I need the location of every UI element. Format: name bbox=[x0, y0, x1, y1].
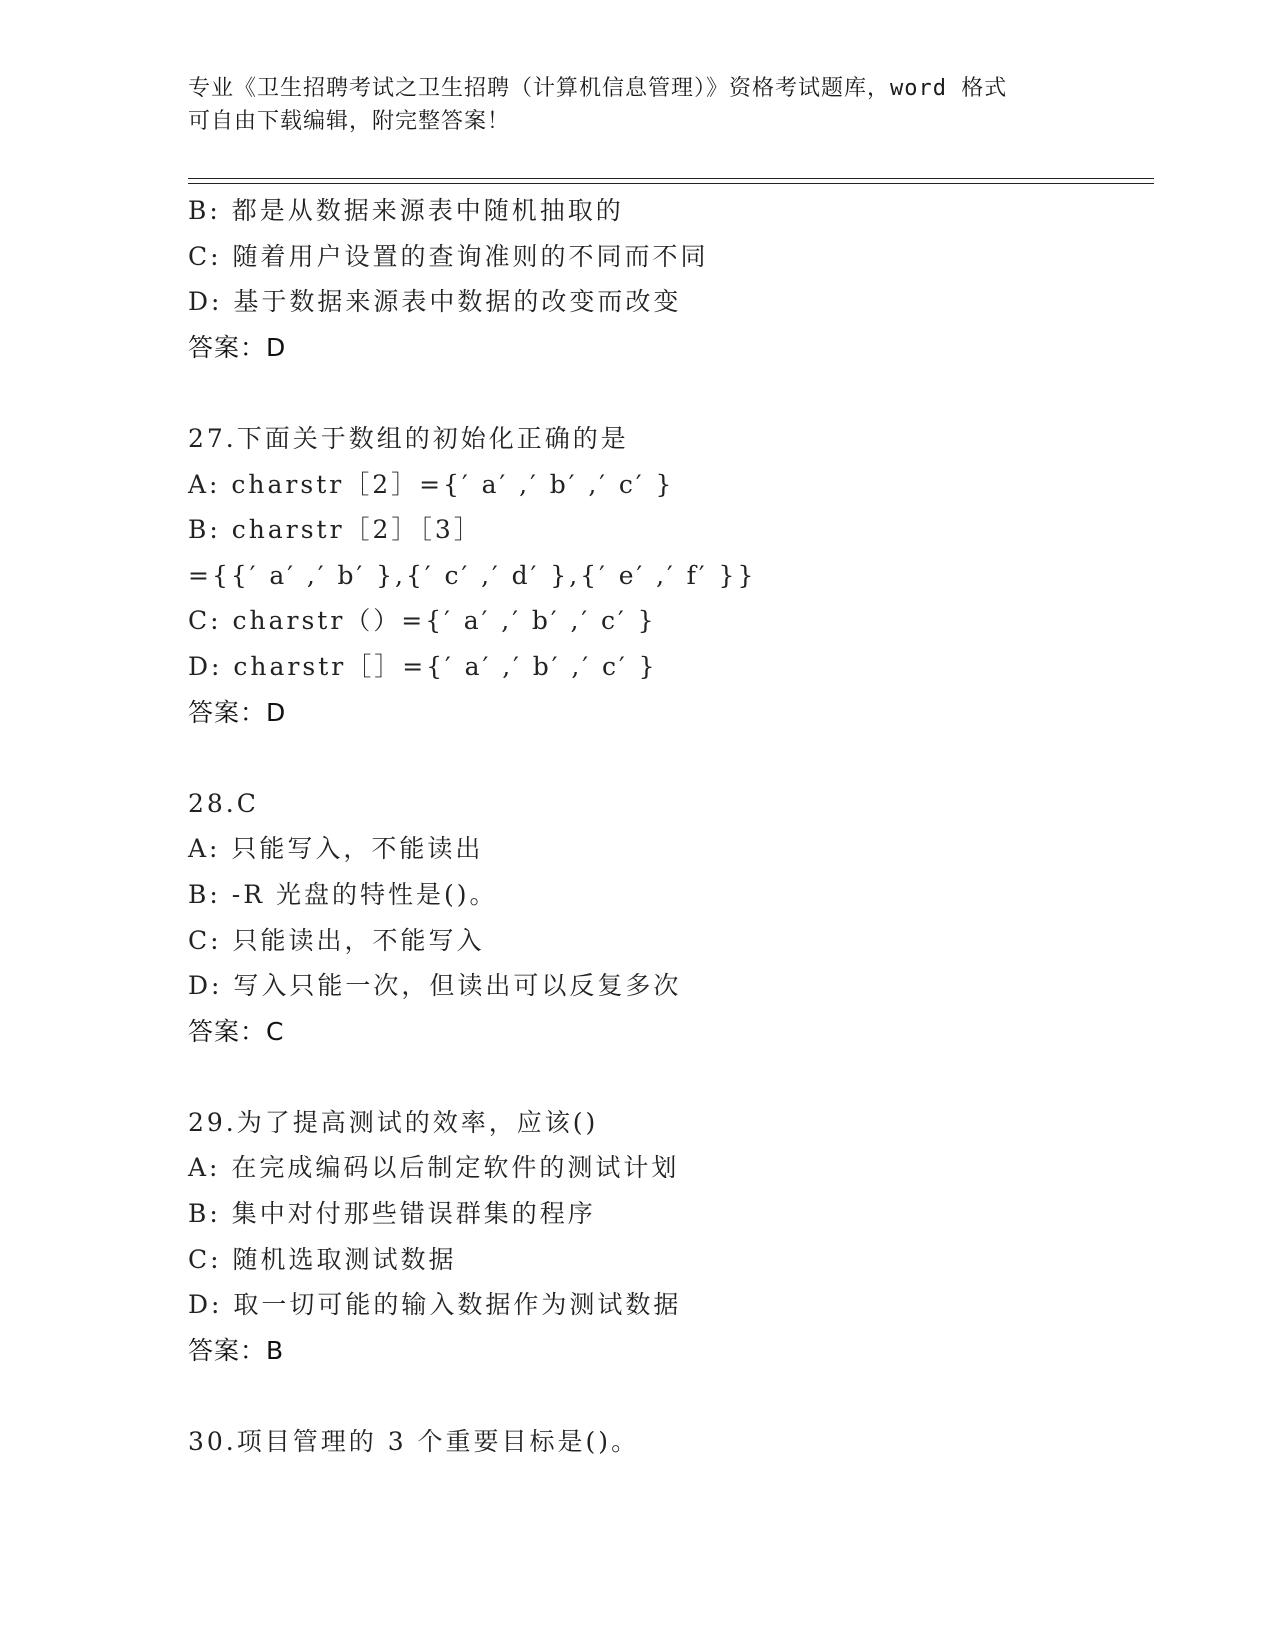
question-block-29 bbox=[188, 1100, 1148, 1374]
document-header bbox=[188, 72, 1088, 138]
answer-label: 答案：D bbox=[188, 332, 287, 362]
question-block-26 bbox=[188, 188, 1148, 370]
option-d: D: 基于数据来源表中数据的改变而改变 bbox=[188, 287, 682, 317]
header-line-1: 专业《卫生招聘考试之卫生招聘（计算机信息管理）》资格考试题库，word 格式 bbox=[188, 76, 1008, 101]
option-a: A: 只能写入，不能读出 bbox=[188, 834, 484, 864]
question-block-28 bbox=[188, 781, 1148, 1055]
option-c: C: 随机选取测试数据 bbox=[188, 1244, 457, 1274]
spacer bbox=[188, 735, 1148, 781]
answer-label: 答案：C bbox=[188, 1016, 285, 1046]
option-d: D: 取一切可能的输入数据作为测试数据 bbox=[188, 1290, 682, 1320]
header-divider-bottom bbox=[188, 183, 1154, 184]
option-b-continued: ={{′ a′ ,′ b′ },{′ c′ ,′ d′ },{′ e′ ,′ f′ }} bbox=[188, 560, 757, 590]
option-a: A: charstr［2］={′ a′ ,′ b′ ,′ c′ } bbox=[188, 469, 675, 499]
header-divider-top bbox=[188, 178, 1154, 179]
option-c: C: charstr（）={′ a′ ,′ b′ ,′ c′ } bbox=[188, 606, 657, 636]
question-block-30 bbox=[188, 1419, 1148, 1465]
option-a: A: 在完成编码以后制定软件的测试计划 bbox=[188, 1153, 680, 1183]
option-c: C: 随着用户设置的查询准则的不同而不同 bbox=[188, 241, 709, 271]
option-b: B: 都是从数据来源表中随机抽取的 bbox=[188, 196, 624, 225]
spacer bbox=[188, 1054, 1148, 1100]
question-list bbox=[188, 188, 1148, 1465]
answer-label: 答案：B bbox=[188, 1335, 285, 1365]
spacer bbox=[188, 370, 1148, 416]
question-text: 29.为了提高测试的效率，应该() bbox=[188, 1107, 599, 1137]
option-d: D: charstr［］={′ a′ ,′ b′ ,′ c′ } bbox=[188, 651, 658, 681]
option-b: B: charstr［2］［3］ bbox=[188, 515, 482, 545]
option-d: D: 写入只能一次，但读出可以反复多次 bbox=[188, 971, 682, 1001]
option-b: B: -R 光盘的特性是()。 bbox=[188, 879, 498, 909]
header-line-2: 可自由下载编辑，附完整答案！ bbox=[188, 109, 511, 134]
question-block-27 bbox=[188, 416, 1148, 735]
question-text: 30.项目管理的 3 个重要目标是()。 bbox=[188, 1427, 640, 1457]
question-text: 27.下面关于数组的初始化正确的是 bbox=[188, 423, 629, 453]
option-b: B: 集中对付那些错误群集的程序 bbox=[188, 1199, 596, 1229]
question-text: 28.C bbox=[188, 788, 259, 818]
answer-label: 答案：D bbox=[188, 697, 287, 727]
spacer bbox=[188, 1373, 1148, 1419]
option-c: C: 只能读出，不能写入 bbox=[188, 925, 485, 955]
